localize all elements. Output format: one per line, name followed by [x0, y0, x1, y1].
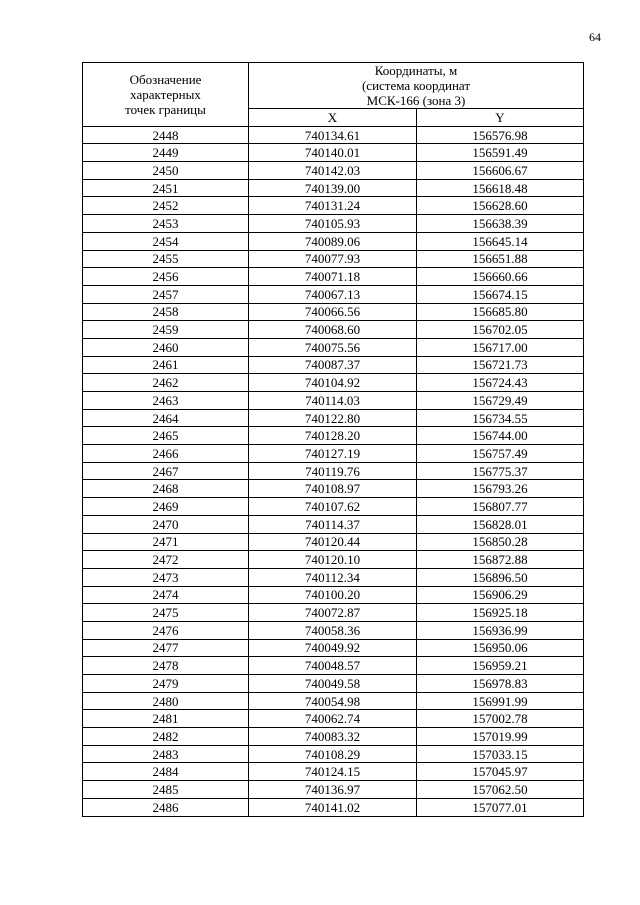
point-cell: 2461: [83, 356, 249, 374]
y-cell: 156896.50: [417, 568, 584, 586]
x-cell: 740089.06: [249, 232, 417, 250]
point-cell: 2482: [83, 728, 249, 746]
y-cell: 156872.88: [417, 551, 584, 569]
x-cell: 740077.93: [249, 250, 417, 268]
y-cell: 157077.01: [417, 798, 584, 816]
y-cell: 157002.78: [417, 710, 584, 728]
x-cell: 740120.44: [249, 533, 417, 551]
y-cell: 156576.98: [417, 126, 584, 144]
point-cell: 2476: [83, 621, 249, 639]
point-cell: 2470: [83, 515, 249, 533]
point-cell: 2486: [83, 798, 249, 816]
y-cell: 156702.05: [417, 321, 584, 339]
y-cell: 156828.01: [417, 515, 584, 533]
point-cell: 2483: [83, 745, 249, 763]
table-row: [83, 162, 584, 180]
y-cell: 156734.55: [417, 409, 584, 427]
y-cell: 156660.66: [417, 268, 584, 286]
x-cell: 740067.13: [249, 285, 417, 303]
point-designation-header: [83, 63, 249, 127]
table-row: [83, 675, 584, 693]
y-cell: 156685.80: [417, 303, 584, 321]
table-row: [83, 551, 584, 569]
y-cell: 156724.43: [417, 374, 584, 392]
x-cell: 740128.20: [249, 427, 417, 445]
x-cell: 740054.98: [249, 692, 417, 710]
x-cell: 740071.18: [249, 268, 417, 286]
table-row: [83, 604, 584, 622]
point-cell: 2456: [83, 268, 249, 286]
x-cell: 740066.56: [249, 303, 417, 321]
table-row: [83, 215, 584, 233]
x-cell: 740122.80: [249, 409, 417, 427]
x-cell: 740072.87: [249, 604, 417, 622]
x-column-header: X: [249, 109, 417, 127]
point-cell: 2455: [83, 250, 249, 268]
point-cell: 2462: [83, 374, 249, 392]
point-cell: 2452: [83, 197, 249, 215]
x-cell: 740142.03: [249, 162, 417, 180]
table-row: [83, 657, 584, 675]
table-row: [83, 144, 584, 162]
x-cell: 740105.93: [249, 215, 417, 233]
point-header-line: характерных: [130, 86, 201, 102]
y-cell: 156717.00: [417, 338, 584, 356]
point-cell: 2466: [83, 445, 249, 463]
y-cell: 156775.37: [417, 462, 584, 480]
y-cell: 156757.49: [417, 445, 584, 463]
y-cell: 157062.50: [417, 781, 584, 799]
table-row: [83, 250, 584, 268]
point-header-line: точек границы: [125, 101, 206, 117]
table-row: [83, 338, 584, 356]
point-cell: 2467: [83, 462, 249, 480]
point-cell: 2457: [83, 285, 249, 303]
point-cell: 2453: [83, 215, 249, 233]
y-cell: 156807.77: [417, 498, 584, 516]
table-row: [83, 568, 584, 586]
x-cell: 740141.02: [249, 798, 417, 816]
y-cell: 156645.14: [417, 232, 584, 250]
table-row: [83, 533, 584, 551]
point-cell: 2471: [83, 533, 249, 551]
point-cell: 2449: [83, 144, 249, 162]
y-cell: 156744.00: [417, 427, 584, 445]
point-cell: 2451: [83, 179, 249, 197]
point-cell: 2484: [83, 763, 249, 781]
x-cell: 740049.58: [249, 675, 417, 693]
coords-header-line: Координаты, м: [374, 63, 458, 78]
table-row: [83, 427, 584, 445]
table-row: [83, 445, 584, 463]
y-column-header: Y: [417, 109, 584, 127]
x-cell: 740131.24: [249, 197, 417, 215]
x-cell: 740140.01: [249, 144, 417, 162]
table-row: [83, 126, 584, 144]
y-cell: 156950.06: [417, 639, 584, 657]
point-cell: 2478: [83, 657, 249, 675]
table-row: [83, 621, 584, 639]
coords-header-line: МСК-166 (зона 3): [366, 93, 466, 108]
y-cell: 156651.88: [417, 250, 584, 268]
point-cell: 2480: [83, 692, 249, 710]
y-cell: 156729.49: [417, 392, 584, 410]
point-cell: 2458: [83, 303, 249, 321]
x-cell: 740108.29: [249, 745, 417, 763]
x-cell: 740048.57: [249, 657, 417, 675]
y-cell: 156959.21: [417, 657, 584, 675]
table-row: [83, 374, 584, 392]
table-row: [83, 781, 584, 799]
x-cell: 740075.56: [249, 338, 417, 356]
point-cell: 2469: [83, 498, 249, 516]
table-row: [83, 798, 584, 816]
table-row: [83, 232, 584, 250]
table-row: [83, 303, 584, 321]
x-cell: 740068.60: [249, 321, 417, 339]
point-cell: 2479: [83, 675, 249, 693]
table-row: [83, 498, 584, 516]
table-row: [83, 480, 584, 498]
y-cell: 156638.39: [417, 215, 584, 233]
table-row: [83, 728, 584, 746]
point-cell: 2481: [83, 710, 249, 728]
y-cell: 156925.18: [417, 604, 584, 622]
x-cell: 740112.34: [249, 568, 417, 586]
point-cell: 2459: [83, 321, 249, 339]
x-cell: 740139.00: [249, 179, 417, 197]
x-cell: 740107.62: [249, 498, 417, 516]
x-cell: 740083.32: [249, 728, 417, 746]
table-row: [83, 462, 584, 480]
point-cell: 2454: [83, 232, 249, 250]
coordinates-table: [82, 62, 584, 817]
y-cell: 156618.48: [417, 179, 584, 197]
y-cell: 156991.99: [417, 692, 584, 710]
x-cell: 740062.74: [249, 710, 417, 728]
table-row: [83, 515, 584, 533]
point-cell: 2463: [83, 392, 249, 410]
x-cell: 740114.03: [249, 392, 417, 410]
x-cell: 740120.10: [249, 551, 417, 569]
point-cell: 2448: [83, 126, 249, 144]
point-cell: 2473: [83, 568, 249, 586]
y-cell: 156628.60: [417, 197, 584, 215]
x-cell: 740049.92: [249, 639, 417, 657]
x-cell: 740119.76: [249, 462, 417, 480]
y-cell: 157033.15: [417, 745, 584, 763]
table-row: [83, 586, 584, 604]
point-cell: 2465: [83, 427, 249, 445]
y-cell: 156936.99: [417, 621, 584, 639]
x-cell: 740108.97: [249, 480, 417, 498]
point-cell: 2464: [83, 409, 249, 427]
table-row: [83, 409, 584, 427]
point-cell: 2472: [83, 551, 249, 569]
table-row: [83, 639, 584, 657]
x-cell: 740114.37: [249, 515, 417, 533]
x-cell: 740134.61: [249, 126, 417, 144]
table-row: [83, 321, 584, 339]
point-cell: 2450: [83, 162, 249, 180]
y-cell: 156978.83: [417, 675, 584, 693]
point-header-line: Обозначение: [129, 71, 202, 87]
table-row: [83, 692, 584, 710]
y-cell: 156721.73: [417, 356, 584, 374]
point-cell: 2475: [83, 604, 249, 622]
point-cell: 2474: [83, 586, 249, 604]
table-row: [83, 285, 584, 303]
y-cell: 156606.67: [417, 162, 584, 180]
x-cell: 740100.20: [249, 586, 417, 604]
y-cell: 156793.26: [417, 480, 584, 498]
x-cell: 740104.92: [249, 374, 417, 392]
y-cell: 156591.49: [417, 144, 584, 162]
x-cell: 740058.36: [249, 621, 417, 639]
x-cell: 740127.19: [249, 445, 417, 463]
coordinates-header: [249, 63, 584, 109]
table-row: [83, 268, 584, 286]
table-row: [83, 763, 584, 781]
y-cell: 156674.15: [417, 285, 584, 303]
table-row: [83, 710, 584, 728]
point-cell: 2477: [83, 639, 249, 657]
coords-header-line: (система координат: [361, 78, 471, 93]
y-cell: 156850.28: [417, 533, 584, 551]
table-row: [83, 179, 584, 197]
point-cell: 2468: [83, 480, 249, 498]
x-cell: 740136.97: [249, 781, 417, 799]
table-row: [83, 392, 584, 410]
page-number: 64: [589, 30, 601, 44]
table-row: [83, 356, 584, 374]
point-cell: 2485: [83, 781, 249, 799]
x-cell: 740087.37: [249, 356, 417, 374]
y-cell: 157045.97: [417, 763, 584, 781]
y-cell: 157019.99: [417, 728, 584, 746]
point-cell: 2460: [83, 338, 249, 356]
table-row: [83, 197, 584, 215]
y-cell: 156906.29: [417, 586, 584, 604]
table-row: [83, 745, 584, 763]
x-cell: 740124.15: [249, 763, 417, 781]
